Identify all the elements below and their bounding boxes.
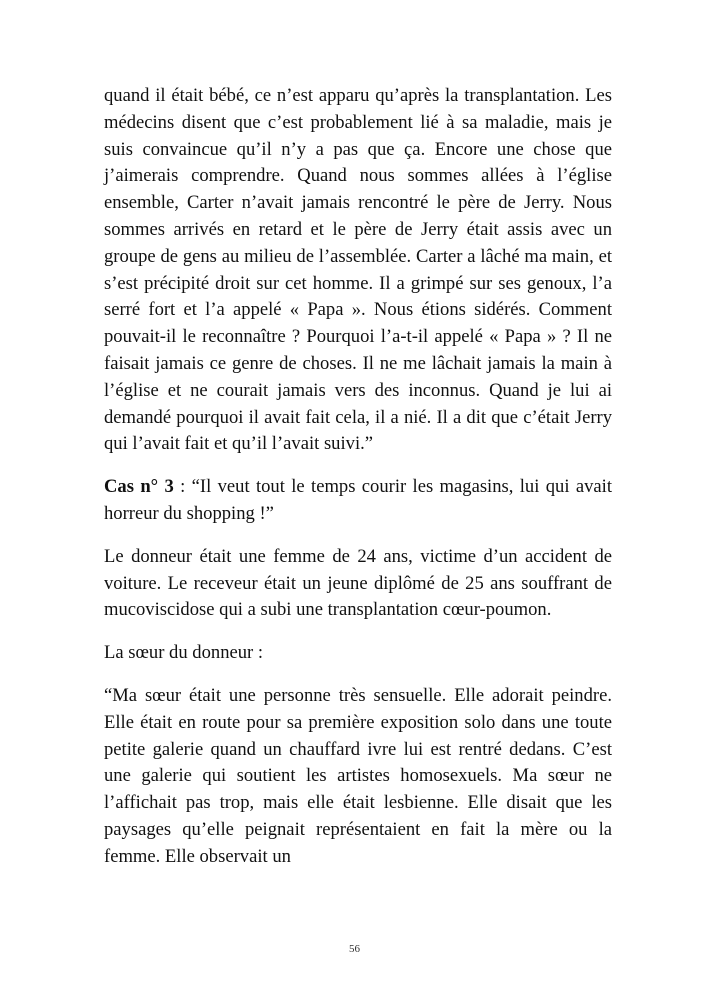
paragraph-testimony: “Ma sœur était une personne très sensuelle. Elle adorait peindre. Elle était en route pour sa première exposition solo dans une toute petite galerie quand un chauffard ivre lui est rentré dedans. C’est une galerie qui soutient les artistes homosexuels. Ma sœur ne l’affichait pas trop, mais elle était lesbienne. Elle disait que les paysages qu’elle peignait représentaient en fait la mère ou la femme. Elle observait un [104,684,612,867]
document-page [104,83,612,871]
paragraph-carter-story: quand il était bébé, ce n’est apparu qu’après la transplantation. Les médecins disent que c’est probablement lié à sa maladie, mais je suis convaincue qu’il n’y a pas que ça. Encore une chose que j’aimerais comprendre. Quand nous sommes allées à l’église ensemble, Carter n’avait jamais rencontré le père de Jerry. Nous sommes arrivés en retard et le père de Jerry était assis avec un groupe de gens au milieu de l’assemblée. Carter a lâché ma main, et s’est précipité droit sur cet homme. Il a grimpé sur ses genoux, l’a serré fort et l’a appelé « Papa ». Nous étions sidérés. Comment pouvait-il le reconnaître ? Pourquoi l’a-t-il appelé « Papa » ? Il ne faisait jamais ce genre de choses. Il ne me lâchait jamais la main à l’église et ne courait jamais vers des inconnus. Quand je lui ai demandé pourquoi il avait fait cela, il a nié. Il a dit que c’était Jerry qui l’avait fait et qu’il l’avait suivi.” [104,85,612,455]
case-quote: “Il veut tout le temps courir les magasins, lui qui avait horreur du shopping !” [104,476,612,524]
case-separator: : [173,476,192,498]
paragraph-donor-description: Le donneur était une femme de 24 ans, victime d’un accident de voiture. Le receveur était un jeune diplômé de 25 ans souffrant de mucoviscidose qui a subi une transplantation cœur-poumon. [104,545,612,621]
case-heading [104,474,612,528]
case-label: Cas n° 3 [104,476,174,498]
page-number: 56 [349,943,360,955]
paragraph-speaker: La sœur du donneur : [104,642,264,664]
